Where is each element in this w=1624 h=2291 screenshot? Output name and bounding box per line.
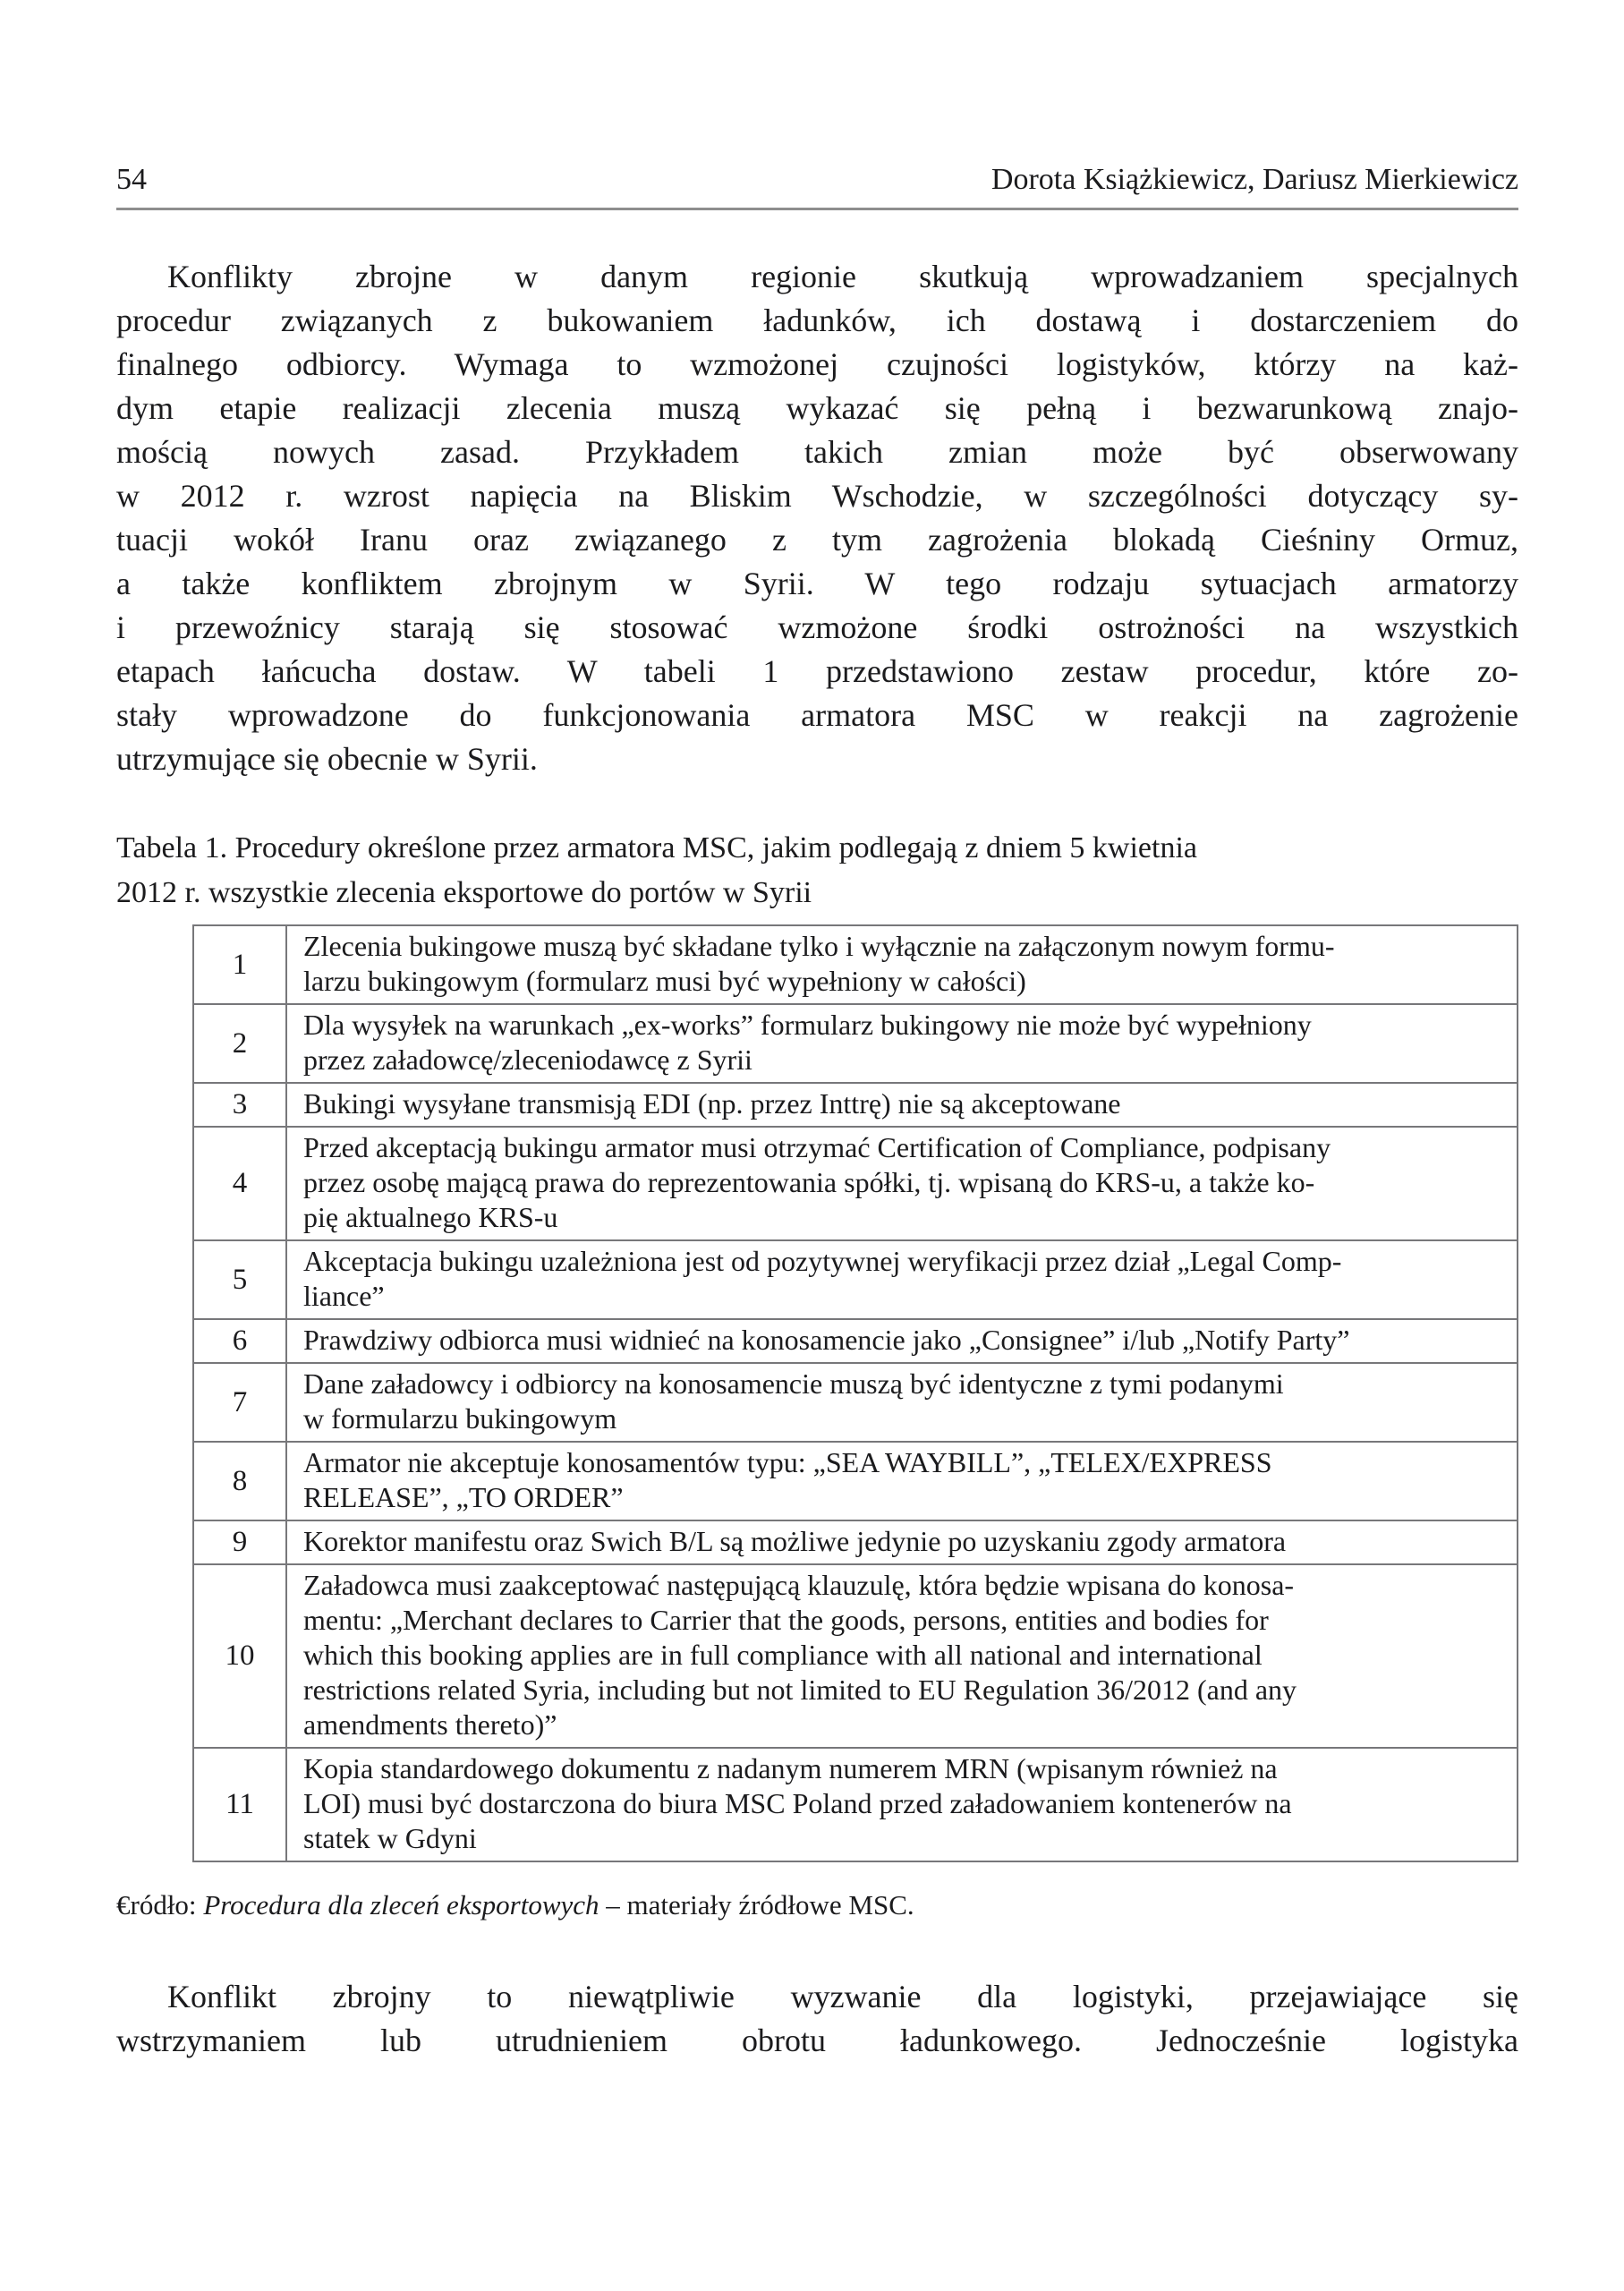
row-text-cell — [286, 1442, 1518, 1520]
table-row — [193, 1319, 1518, 1363]
row-number-cell: 11 — [193, 1748, 286, 1861]
row-number-cell: 2 — [193, 1004, 286, 1083]
text-line: Konflikty zbrojne w danym regionie skutkują wprowadzaniem specjalnych — [167, 259, 1518, 294]
text-line: mentu: „Merchant declares to Carrier that the goods, persons, entities and bodies for — [303, 1604, 1269, 1636]
text-line: which this booking applies are in full compliance with all national and international — [303, 1639, 1263, 1671]
row-number-cell: 7 — [193, 1363, 286, 1442]
text-line: RELEASE”, „TO ORDER” — [303, 1481, 624, 1513]
text-line: liance” — [303, 1280, 385, 1312]
table-row — [193, 1520, 1518, 1564]
text-line: restrictions related Syria, including but not limited to EU Regulation 36/2012 (and any — [303, 1674, 1297, 1706]
text-line: stały wprowadzone do funkcjonowania armatora MSC w reakcji na zagrożenie — [116, 697, 1518, 733]
row-number-cell: 9 — [193, 1520, 286, 1564]
text-line: tuacji wokół Iranu oraz związanego z tym zagrożenia blokadą Cieśniny Ormuz, — [116, 522, 1518, 558]
table-row — [193, 1363, 1518, 1442]
text-line: Dla wysyłek na warunkach „ex-works” formularz bukingowy nie może być wypełniony — [303, 1009, 1312, 1041]
text-line: Przed akceptacją bukingu armator musi otrzymać Certification of Compliance, podpisany — [303, 1131, 1331, 1163]
source-title-italic: Procedura dla zleceń eksportowych — [203, 1889, 599, 1921]
text-line: w 2012 r. wzrost napięcia na Bliskim Wschodzie, w szczególności dotyczący sy- — [116, 478, 1518, 514]
table-row — [193, 925, 1518, 1004]
row-number-cell: 1 — [193, 925, 286, 1004]
text-line: Kopia standardowego dokumentu z nadanym numerem MRN (wpisanym również na — [303, 1752, 1278, 1784]
text-line: mością nowych zasad. Przykładem takich zmian może być obserwowany — [116, 434, 1518, 470]
text-line: a także konfliktem zbrojnym w Syrii. W tego rodzaju sytuacjach armatorzy — [116, 566, 1518, 601]
table-row — [193, 1240, 1518, 1319]
row-text-cell — [286, 1240, 1518, 1319]
table-caption — [116, 826, 1518, 916]
table-row — [193, 1442, 1518, 1520]
source-suffix: – materiały źródłowe MSC. — [599, 1889, 914, 1921]
text-line: Bukingi wysyłane transmisją EDI (np. przez Inttrę) nie są akceptowane — [303, 1087, 1121, 1120]
table-row — [193, 1083, 1518, 1127]
text-line: LOI) musi być dostarczona do biura MSC Poland przed załadowaniem kontenerów na — [303, 1787, 1292, 1819]
text-line: utrzymujące się obecnie w Syrii. — [116, 741, 538, 777]
text-line: larzu bukingowym (formularz musi być wypełniony w całości) — [303, 965, 1026, 997]
text-line: procedur związanych z bukowaniem ładunków, ich dostawą i dostarczeniem do — [116, 302, 1518, 338]
row-number-cell: 5 — [193, 1240, 286, 1319]
table-row — [193, 1564, 1518, 1748]
text-line: statek w Gdyni — [303, 1822, 477, 1854]
table-row — [193, 1004, 1518, 1083]
text-line: Armator nie akceptuje konosamentów typu: „SEA WAYBILL”, „TELEX/EXPRESS — [303, 1446, 1272, 1478]
text-line: Dane załadowcy i odbiorcy na konosamencie muszą być identyczne z tymi podanymi — [303, 1367, 1284, 1400]
row-text-cell — [286, 1127, 1518, 1240]
procedures-table-body — [193, 925, 1518, 1861]
text-line: finalnego odbiorcy. Wymaga to wzmożonej czujności logistyków, którzy na każ- — [116, 346, 1518, 382]
text-line: i przewoźnicy starają się stosować wzmożone środki ostrożności na wszystkich — [116, 609, 1518, 645]
text-line: Konflikt zbrojny to niewątpliwie wyzwanie dla logistyki, przejawiające się — [167, 1979, 1518, 2014]
header-rule — [116, 208, 1518, 210]
text-line: amendments thereto)” — [303, 1708, 557, 1741]
text-line: wstrzymaniem lub utrudnieniem obrotu ładunkowego. Jednocześnie logistyka — [116, 2023, 1518, 2058]
text-line: pię aktualnego KRS-u — [303, 1201, 558, 1233]
row-text-cell — [286, 1083, 1518, 1127]
text-line: Prawdziwy odbiorca musi widnieć na konosamencie jako „Consignee” i/lub „Notify Party” — [303, 1324, 1350, 1356]
running-header — [116, 163, 1518, 197]
text-line: Załadowca musi zaakceptować następującą klauzulę, która będzie wpisana do konosa- — [303, 1569, 1295, 1601]
table-row — [193, 1127, 1518, 1240]
row-text-cell — [286, 1520, 1518, 1564]
page-content — [116, 163, 1518, 2063]
text-line: Akceptacja bukingu uzależniona jest od pozytywnej weryfikacji przez dział „Legal Comp- — [303, 1245, 1342, 1277]
text-line: w formularzu bukingowym — [303, 1402, 617, 1435]
row-text-cell — [286, 1004, 1518, 1083]
body-paragraph-2 — [116, 1975, 1518, 2063]
row-text-cell — [286, 925, 1518, 1004]
text-line: przez załadowcę/zleceniodawcę z Syrii — [303, 1043, 752, 1076]
body-paragraph-1 — [116, 255, 1518, 781]
text-line: dym etapie realizacji zlecenia muszą wykazać się pełną i bezwarunkową znajo- — [116, 390, 1518, 426]
text-line: Tabela 1. Procedury określone przez armatora MSC, jakim podlegają z dniem 5 kwietnia — [116, 831, 1197, 864]
row-number-cell: 8 — [193, 1442, 286, 1520]
row-number-cell: 10 — [193, 1564, 286, 1748]
row-number-cell: 6 — [193, 1319, 286, 1363]
row-text-cell — [286, 1564, 1518, 1748]
table-row — [193, 1748, 1518, 1861]
table-source-note — [116, 1887, 1518, 1923]
text-line: przez osobę mającą prawa do reprezentowania spółki, tj. wpisaną do KRS-u, a także ko- — [303, 1166, 1315, 1198]
running-header-authors: Dorota Książkiewicz, Dariusz Mierkiewicz — [991, 163, 1518, 196]
procedures-table — [192, 924, 1518, 1862]
row-text-cell — [286, 1319, 1518, 1363]
row-number-cell: 3 — [193, 1083, 286, 1127]
row-number-cell: 4 — [193, 1127, 286, 1240]
text-line: Korektor manifestu oraz Swich B/L są możliwe jedynie po uzyskaniu zgody armatora — [303, 1525, 1287, 1557]
row-text-cell — [286, 1748, 1518, 1861]
text-line: etapach łańcucha dostaw. W tabeli 1 przedstawiono zestaw procedur, które zo- — [116, 653, 1518, 689]
row-text-cell — [286, 1363, 1518, 1442]
page-number: 54 — [116, 163, 147, 196]
source-label: €ródło: — [116, 1889, 204, 1921]
text-line: 2012 r. wszystkie zlecenia eksportowe do portów w Syrii — [116, 876, 812, 909]
text-line: Zlecenia bukingowe muszą być składane tylko i wyłącznie na załączonym nowym formu- — [303, 930, 1335, 962]
